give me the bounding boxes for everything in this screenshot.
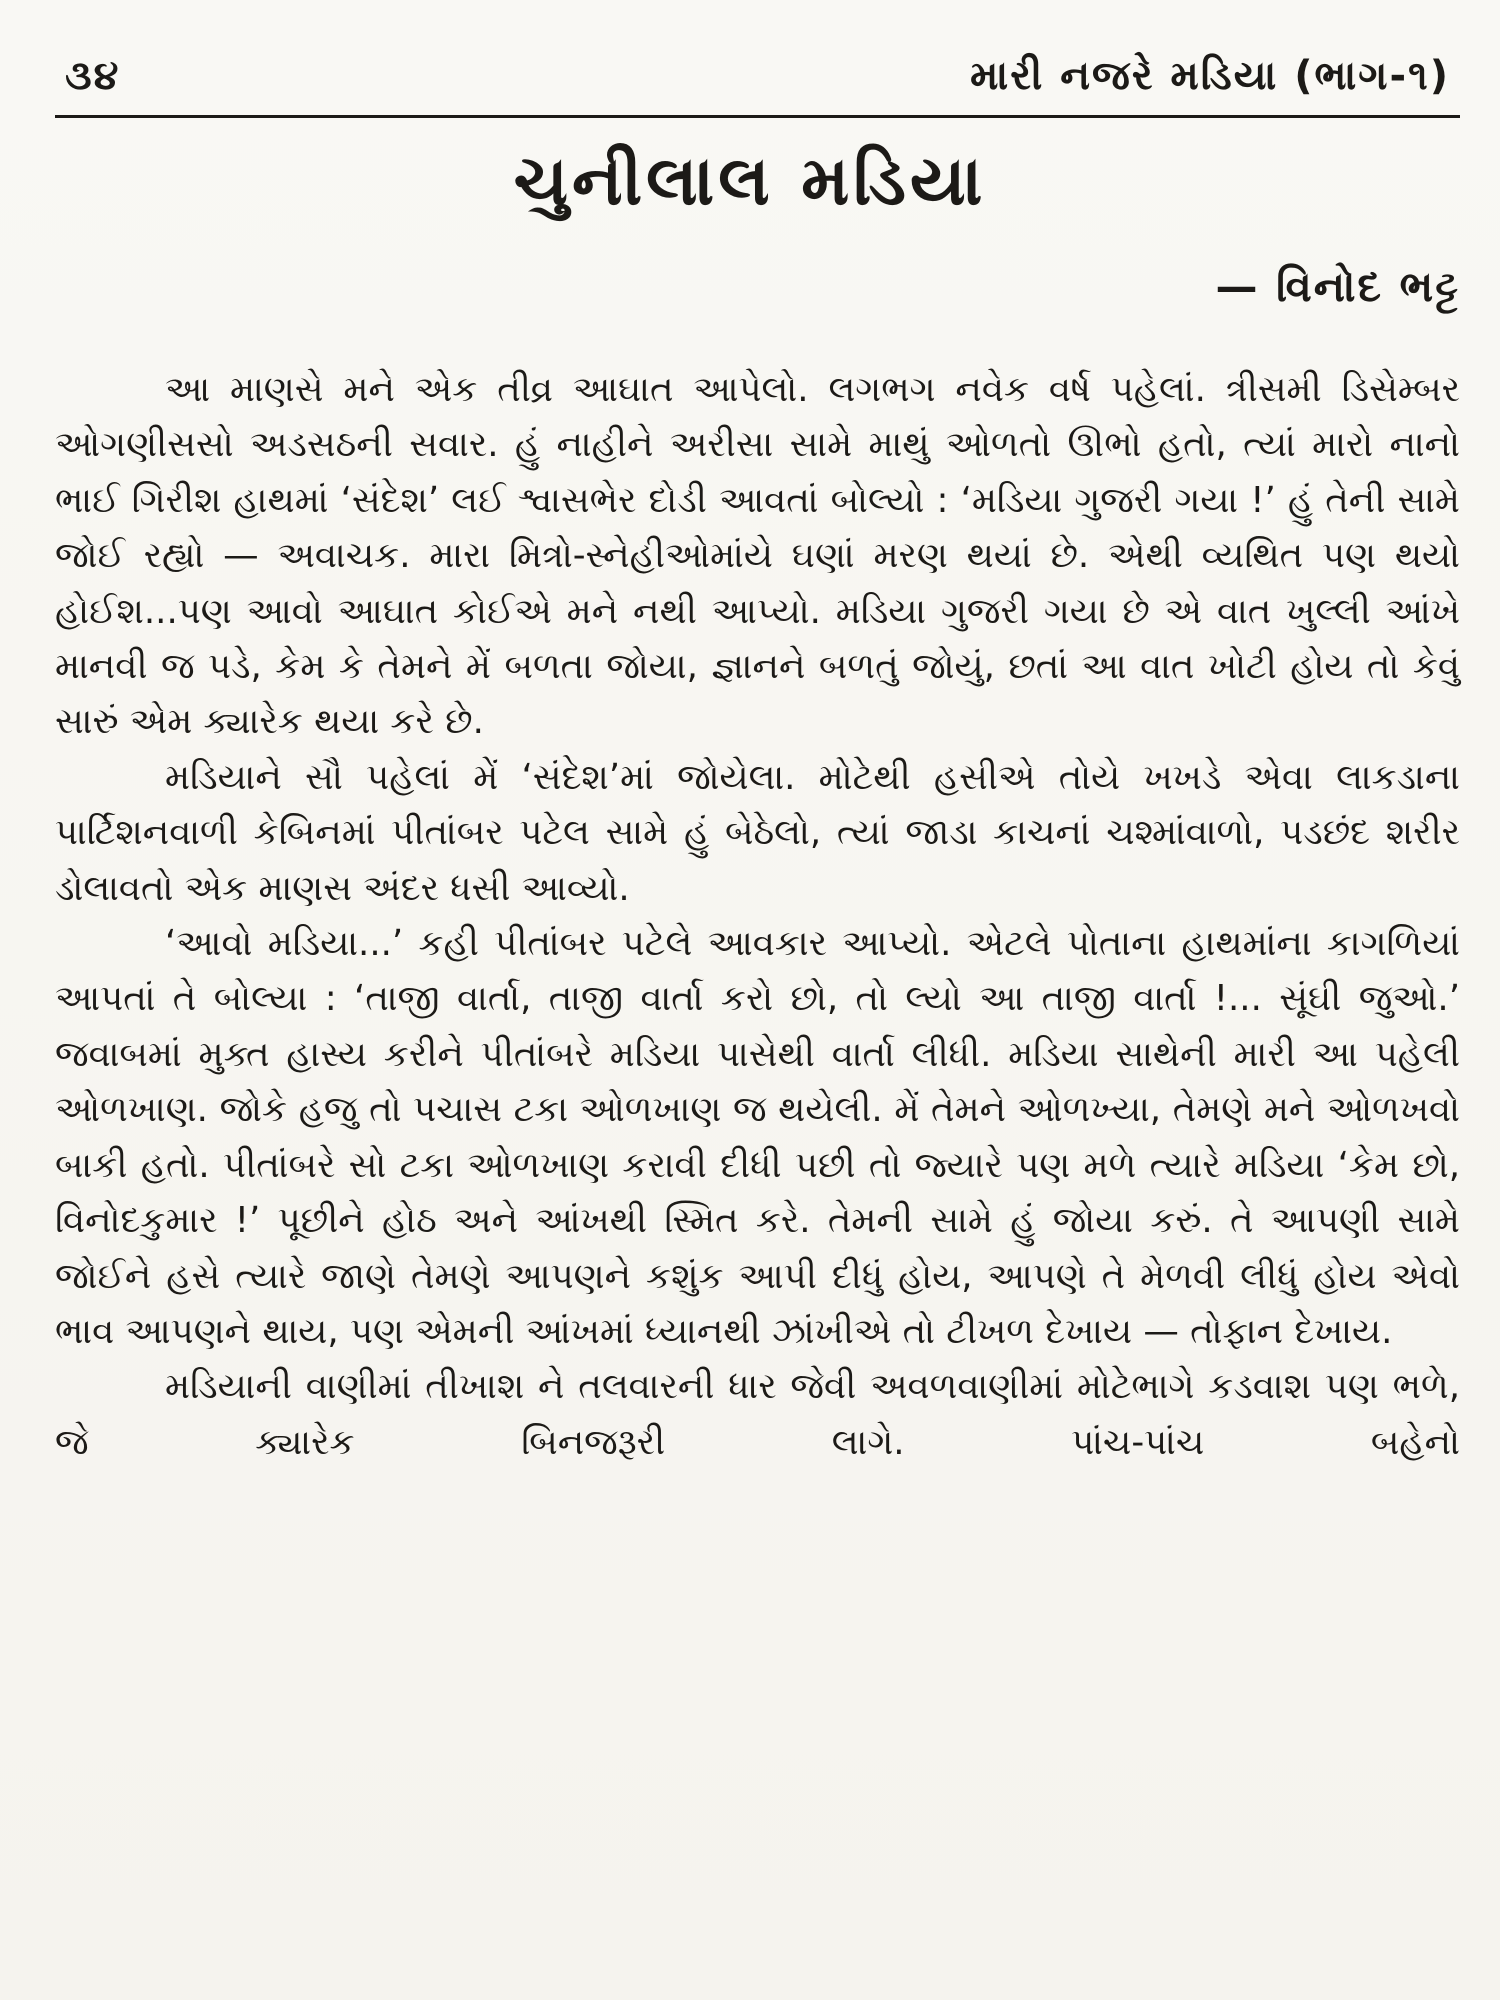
page-header — [55, 45, 1460, 118]
paragraph: ‘આવો મડિયા...’ કહી પીતાંબર પટેલે આવકાર આપ્યો. એટલે પોતાના હાથમાંના કાગળિયાં આપતાં તે બોલ્યા : ‘તાજી વાર્તા, તાજી વાર્તા કરો છો, તો લ્યો આ તાજી વાર્તા !... સૂંઘી જુઓ.’ જવાબમાં મુક્ત હાસ્ય કરીને પીતાંબરે મડિયા પાસેથી વાર્તા લીધી. મડિયા સાથેની મારી આ પહેલી ઓળખાણ. જોકે હજુ તો પચાસ ટકા ઓળખાણ જ થયેલી. મેં તેમને ઓળખ્યા, તેમણે મને ઓળખવો બાકી હતો. પીતાંબરે સો ટકા ઓળખાણ કરાવી દીધી પછી તો જ્યારે પણ મળે ત્યારે મડિયા ‘કેમ છો, વિનોદકુમાર !’ પૂછીને હોઠ અને આંખથી સ્મિત કરે. તેમની સામે હું જોયા કરું. તે આપણી સામે જોઈને હસે ત્યારે જાણે તેમણે આપણને કશુંક આપી દીધું હોય, આપણે તે મેળવી લીધું હોય એવો ભાવ આપણને થાય, પણ એમની આંખમાં ધ્યાનથી ઝાંખીએ તો ટીખળ દેખાય — તોફાન દેખાય. — [55, 923, 1460, 1352]
page-number: ૩૪ — [65, 53, 121, 99]
running-title: મારી નજરે મડિયા (ભાગ-૧) — [970, 53, 1450, 99]
article-title: ચુનીલાલ મડિયા — [513, 142, 987, 221]
article-body — [55, 362, 1460, 1470]
article-author: — વિનોદ ભટ્ટ — [1215, 262, 1460, 311]
paragraph: આ માણસે મને એક તીવ્ર આઘાત આપેલો. લગભગ નવેક વર્ષ પહેલાં. ત્રીસમી ડિસેમ્બર ઓગણીસસો અડસઠની સવાર. હું નાહીને અરીસા સામે માથું ઓળતો ઊભો હતો, ત્યાં મારો નાનો ભાઈ ગિરીશ હાથમાં ‘સંદેશ’ લઈ શ્વાસભેર દોડી આવતાં બોલ્યો : ‘મડિયા ગુજરી ગયા !’ હું તેની સામે જોઈ રહ્યો — અવાચક. મારા મિત્રો-સ્નેહીઓમાંયે ઘણાં મરણ થયાં છે. એથી વ્યથિત પણ થયો હોઈશ...પણ આવો આઘાત કોઈએ મને નથી આપ્યો. મડિયા ગુજરી ગયા છે એ વાત ખુલ્લી આંખે માનવી જ પડે, કેમ કે તેમને મેં બળતા જોયા, જ્ઞાનને બળતું જોયું, છતાં આ વાત ખોટી હોય તો કેવું સારું એમ ક્યારેક થયા કરે છે. — [55, 369, 1460, 743]
paragraph: મડિયાને સૌ પહેલાં મેં ‘સંદેશ’માં જોયેલા. મોટેથી હસીએ તોયે ખખડે એવા લાકડાના પાર્ટિશનવાળી કેબિનમાં પીતાંબર પટેલ સામે હું બેઠેલો, ત્યાં જાડા કાચનાં ચશ્માંવાળો, પડછંદ શરીર ડોલાવતો એક માણસ અંદર ધસી આવ્યો. — [55, 756, 1460, 909]
paragraph: મડિયાની વાણીમાં તીખાશ ને તલવારની ધાર જેવી અવળવાણીમાં મોટેભાગે કડવાશ પણ ભળે, જે ક્યારેક બિનજરૂરી લાગે. પાંચ-પાંચ બહેનો — [55, 1366, 1460, 1463]
